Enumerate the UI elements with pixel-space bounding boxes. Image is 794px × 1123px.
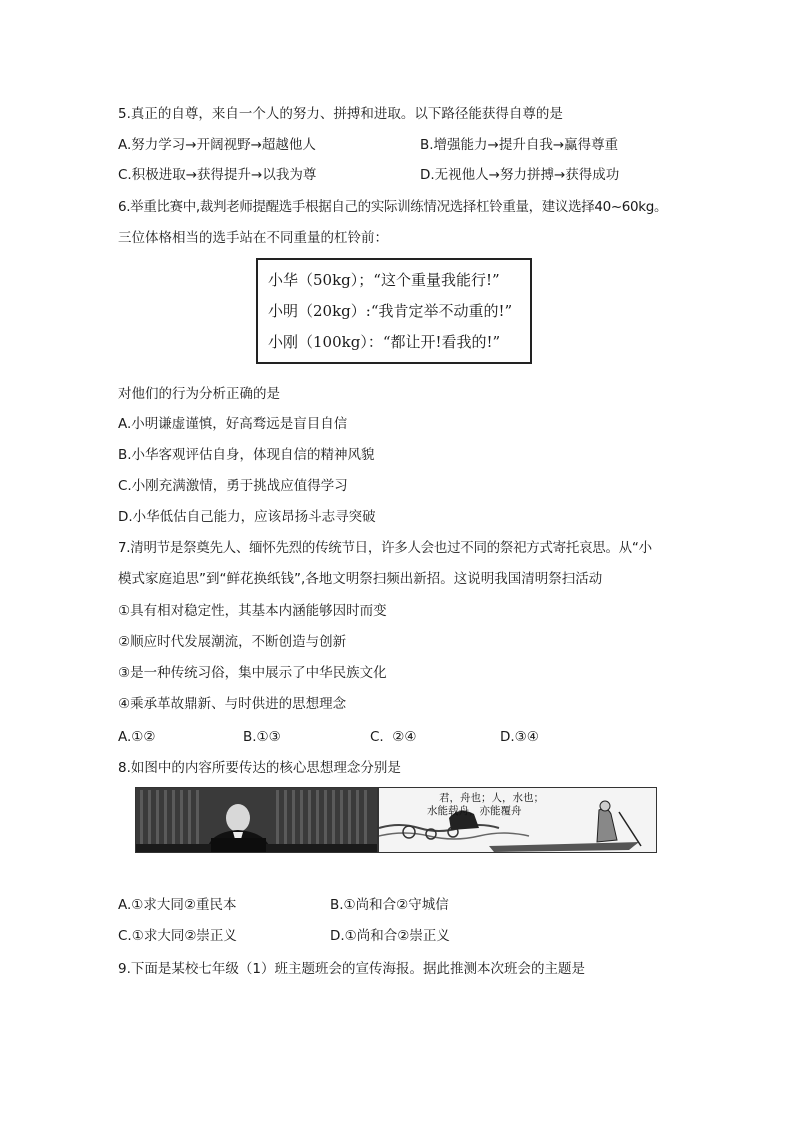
q6-option-a: A.小明谦虚谨慎，好高骛远是盲目自信 bbox=[118, 416, 348, 432]
q7-statement-4: ④乘承革故鼎新、与时供进的思想理念 bbox=[118, 696, 347, 712]
q6-stem-line1: 6.举重比赛中,裁判老师提醒选手根据自己的实际训练情况选择杠铃重量，建议选择40~60kg。 bbox=[118, 199, 668, 215]
q7-option-b: B.①③ bbox=[243, 729, 281, 745]
q6-quote-xiaogang: 小刚（100kg）：“都让开!看我的!” bbox=[268, 333, 501, 351]
q7-option-a: A.①② bbox=[118, 729, 156, 745]
q7-option-d: D.③④ bbox=[500, 729, 539, 745]
q5-option-c: C.积极进取→获得提升→以我为尊 bbox=[118, 167, 317, 183]
q6-option-b: B.小华客观评估自身，体现自信的精神风貌 bbox=[118, 447, 375, 463]
q7-statement-1: ①具有相对稳定性，其基本内涵能够因时而变 bbox=[118, 603, 387, 619]
q8-figure-2-cartoon bbox=[378, 787, 657, 853]
q8-stem: 8.如图中的内容所要传达的核心思想理念分别是 bbox=[118, 760, 401, 776]
q5-stem: 5.真正的自尊，来自一个人的努力、拼搏和进取。以下路径能获得自尊的是 bbox=[118, 106, 563, 122]
q8-option-c: C.①求大同②崇正义 bbox=[118, 928, 237, 944]
q7-stem-line1: 7.清明节是祭奠先人、缅怀先烈的传统节日，许多人会也过不同的祭祀方式寄托哀思。从“小 bbox=[118, 540, 652, 556]
q5-option-a: A.努力学习→开阔视野→超越他人 bbox=[118, 137, 316, 153]
q8-option-b: B.①尚和合②守城信 bbox=[330, 897, 449, 913]
q8-figure-2-caption-line2: 水能载舟，亦能覆舟 bbox=[427, 805, 522, 817]
q7-statement-2: ②顺应时代发展潮流，不断创造与创新 bbox=[118, 634, 347, 650]
q6-question: 对他们的行为分析正确的是 bbox=[118, 386, 280, 402]
q8-option-a: A.①求大同②重民本 bbox=[118, 897, 237, 913]
q6-stem-line2: 三位体格相当的选手站在不同重量的杠铃前： bbox=[118, 230, 388, 246]
q6-quote-xiaoming: 小明（20kg）:“我肯定举不动重的!” bbox=[268, 302, 513, 320]
q6-quote-xiaohua: 小华（50kg）；“这个重量我能行!” bbox=[268, 271, 500, 289]
q8-figure-1-photo bbox=[135, 787, 378, 853]
q6-option-d: D.小华低估自己能力，应该昂扬斗志寻突破 bbox=[118, 509, 376, 525]
q5-option-b: B.增强能力→提升自我→赢得尊重 bbox=[420, 137, 619, 153]
q8-option-d: D.①尚和合②崇正义 bbox=[330, 928, 450, 944]
q6-quote-box bbox=[256, 258, 532, 364]
q5-option-d: D.无视他人→努力拼搏→获得成功 bbox=[420, 167, 620, 183]
q7-statement-3: ③是一种传统习俗，集中展示了中华民族文化 bbox=[118, 665, 387, 681]
speaker-photo-illustration bbox=[136, 788, 378, 853]
q9-stem: 9.下面是某校七年级（1）班主题班会的宣传海报。据此推测本次班会的主题是 bbox=[118, 961, 585, 977]
q7-option-c: C. ②④ bbox=[370, 729, 417, 745]
q7-stem-line2: 模式家庭追思”到“鲜花换纸钱”,各地文明祭扫频出新招。这说明我国清明祭扫活动 bbox=[118, 571, 603, 587]
q6-option-c: C.小刚充满激情，勇于挑战应值得学习 bbox=[118, 478, 348, 494]
q8-figure-2-caption-line1: 君，舟也；人，水也； bbox=[439, 792, 544, 804]
